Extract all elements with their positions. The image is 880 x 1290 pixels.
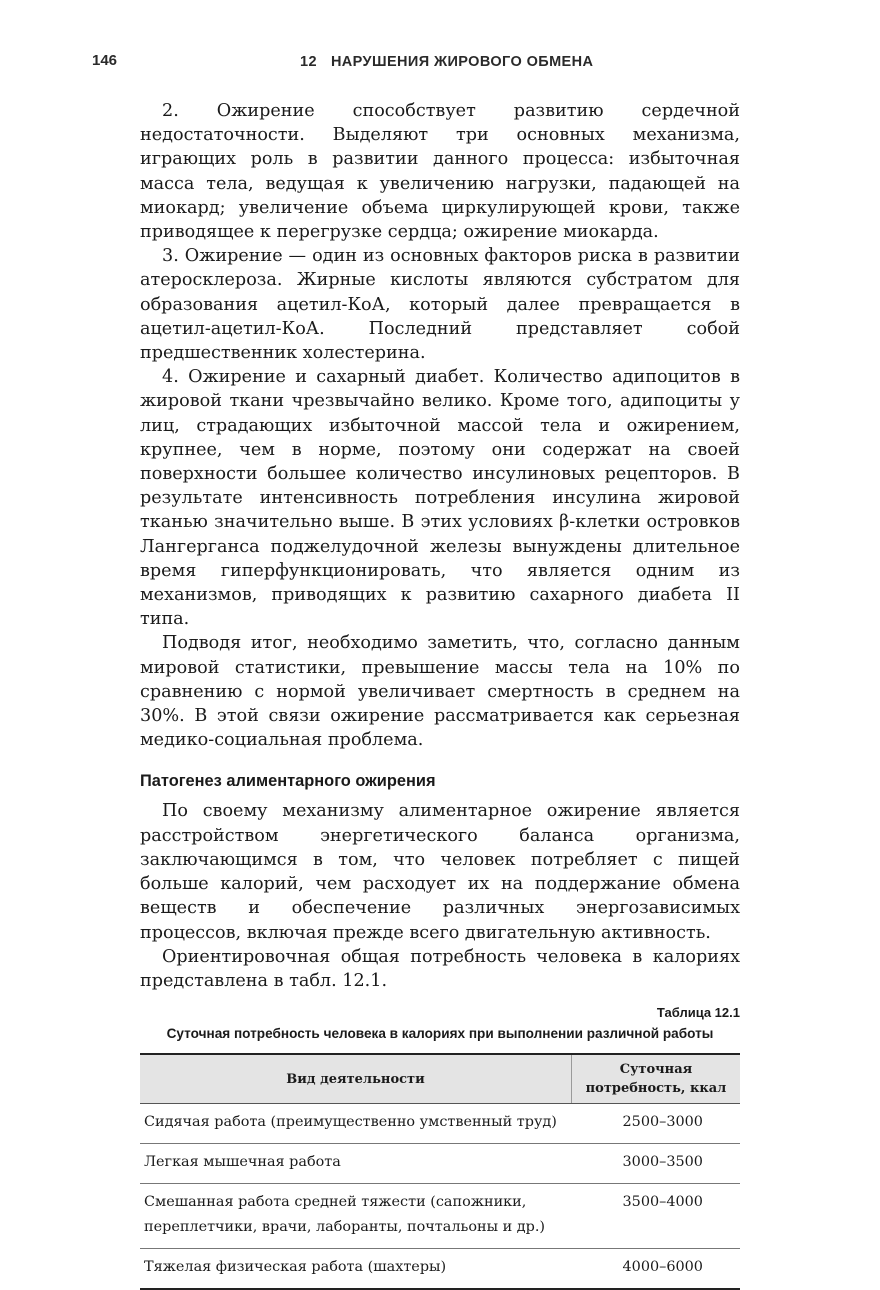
paragraph: 3. Ожирение — один из основных факторов риска в развитии атеросклероза. Жирные кислоты являются субстратом для образования ацетил-КоА, который далее превращается в ацетил-ацетил-КоА. Последний представляет собой предшественник холестерина. xyxy=(140,246,740,364)
table-title: Суточная потребность человека в калориях при выполнении различной работы xyxy=(166,1026,714,1042)
table-label: Таблица 12.1 xyxy=(656,1005,740,1021)
table-header-row xyxy=(140,1054,740,1104)
cell-need: 4000–6000 xyxy=(572,1249,741,1290)
table-row xyxy=(140,1144,740,1184)
cell-activity: Сидячая работа (преимущественно умственный труд) xyxy=(140,1104,572,1144)
column-header-need: Суточная потребность, ккал xyxy=(572,1054,741,1104)
cell-activity: Легкая мышечная работа xyxy=(140,1144,572,1184)
body-text xyxy=(140,99,740,1290)
chapter-title: НАРУШЕНИЯ ЖИРОВОГО ОБМЕНА xyxy=(330,54,594,70)
cell-need: 3000–3500 xyxy=(572,1144,741,1184)
paragraph: 4. Ожирение и сахарный диабет. Количество адипоцитов в жировой ткани чрезвычайно велико. Кроме того, адипоциты у лиц, страдающих избыточной массой тела и ожирением, крупнее, чем в норме, поэтому они содержат на своей поверхности большее количество инсулиновых рецепторов. В результате интенсивность потребления инсулина жировой тканью значительно выше. В этих условиях β-клетки островков Лангерганса поджелудочной железы вынуждены длительное время гиперфункционировать, что является одним из механизмов, приводящих к развитию сахарного диабета II типа. xyxy=(140,367,740,630)
cell-need: 3500–4000 xyxy=(572,1184,741,1249)
table-row xyxy=(140,1249,740,1290)
table-row xyxy=(140,1104,740,1144)
cell-need: 2500–3000 xyxy=(572,1104,741,1144)
column-header-activity: Вид деятельности xyxy=(140,1054,572,1104)
paragraph: По своему механизму алиментарное ожирение является расстройством энергетического баланса организма, заключающимся в том, что человек потребляет с пищей больше калорий, чем расходует их на поддержание обмена веществ и обеспечение различных энергозависимых процессов, включая прежде всего двигательную активность. xyxy=(140,801,740,943)
cell-activity: Смешанная работа средней тяжести (сапожники, переплетчики, врачи, лаборанты, почтальоны и др.) xyxy=(140,1184,572,1249)
chapter-number: 12 xyxy=(300,54,317,70)
running-head xyxy=(300,54,593,70)
section-heading: Патогенез алиментарного ожирения xyxy=(140,772,436,791)
page-number: 146 xyxy=(92,52,118,69)
paragraph: Ориентировочная общая потребность человека в калориях представлена в табл. 12.1. xyxy=(140,946,740,991)
calorie-table xyxy=(140,1053,740,1290)
paragraph: Подводя итог, необходимо заметить, что, согласно данным мировой статистики, превышение массы тела на 10% по сравнению с нормой увеличивает смертность в среднем на 30%. В этой связи ожирение рассматривается как серьезная медико-социальная проблема. xyxy=(140,633,740,751)
table-row xyxy=(140,1184,740,1249)
paragraph: 2. Ожирение способствует развитию сердечной недостаточности. Выделяют три основных механизма, играющих роль в развитии данного процесса: избыточная масса тела, ведущая к увеличению нагрузки, падающей на миокард; увеличение объема циркулирующей крови, также приводящее к перегрузке сердца; ожирение миокарда. xyxy=(140,101,740,243)
cell-activity: Тяжелая физическая работа (шахтеры) xyxy=(140,1249,572,1290)
